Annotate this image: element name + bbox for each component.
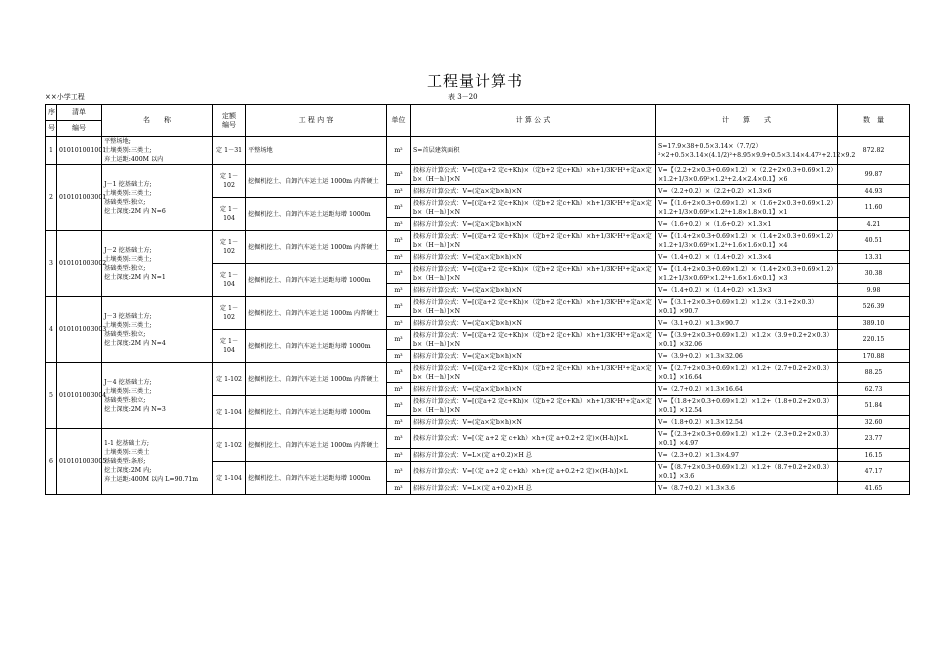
- row-formula: 招标方计算公式：V=(定a×定b×h)×N: [411, 350, 656, 363]
- table-row: [46, 231, 910, 251]
- row-code: 010101003002: [57, 231, 102, 297]
- header-content: 工 程 内 容: [246, 105, 387, 137]
- header-calc: 计 算 式: [656, 105, 838, 137]
- row-qty: 389.10: [838, 317, 910, 330]
- row-unit: m³: [387, 198, 411, 218]
- header-code-bottom: 编号: [57, 121, 102, 137]
- row-content: 挖掘机挖土、自卸汽车运土运距每增 1000m: [246, 462, 387, 495]
- row-calc: V=【（3.1+2×0.3+0.69×1.2）×1.2×（3.1+2×0.3）×0.1】×90.7: [656, 297, 838, 317]
- row-qty: 526.39: [838, 297, 910, 317]
- row-unit: m³: [387, 449, 411, 462]
- quantity-table: [45, 104, 910, 495]
- row-qty: 62.73: [838, 383, 910, 396]
- row-content: 挖掘机挖土、自卸汽车运土运 1000m 内普硬土: [246, 297, 387, 330]
- name-line: 挖土深度:2M 内 N=3: [104, 405, 166, 413]
- row-seq: 6: [46, 429, 57, 495]
- row-name: [102, 165, 213, 231]
- row-calc: V=（3.1+0.2）×1.3×90.7: [656, 317, 838, 330]
- row-qty: 88.25: [838, 363, 910, 383]
- row-formula: 招标方计算公式：V=L×(定 a+0.2)×H 总: [411, 449, 656, 462]
- row-quota: 定 1－102: [213, 165, 246, 198]
- row-name: [102, 231, 213, 297]
- row-calc: V=【（2.2+2×0.3+0.69×1.2）×（2.2+2×0.3+0.69×1.2）×1.2+1/3×0.69²×1.2³+2.4×2.4×0.1】×6: [656, 165, 838, 185]
- row-unit: m³: [387, 264, 411, 284]
- row-calc: V=【（1.8+2×0.3+0.69×1.2）×1.2+（1.8+0.2+2×0.3）×0.1】×12.54: [656, 396, 838, 416]
- row-formula: 投标方计算公式：V=[(定a+2 定c+Kh)×（定b+2 定c+Kh）×h+1/3K²H³+定a×定b×（H－h）]×N: [411, 198, 656, 218]
- row-calc: V=（1.4+0.2）×（1.4+0.2）×1.3×3: [656, 284, 838, 297]
- row-qty: 220.15: [838, 330, 910, 350]
- row-unit: m³: [387, 330, 411, 350]
- table-row: [46, 137, 910, 165]
- row-unit: m³: [387, 251, 411, 264]
- row-qty: 872.82: [838, 137, 910, 165]
- row-quota: 定 1－104: [213, 330, 246, 363]
- row-calc: S=17.9×38+0.5×3.14×（7.7/2）²×2+0.5×3.14×(4.1/2)²+8.95×9.9+0.5×3.14×4.47²+2.12×9.2: [656, 137, 838, 165]
- row-content: 平整场地: [246, 137, 387, 165]
- row-formula: 招标方计算公式：V=(定a×定b×h)×N: [411, 251, 656, 264]
- row-unit: m³: [387, 383, 411, 396]
- row-quota: 定 1－104: [213, 198, 246, 231]
- row-unit: m³: [387, 396, 411, 416]
- row-unit: m³: [387, 462, 411, 482]
- row-unit: m³: [387, 350, 411, 363]
- row-qty: 32.60: [838, 416, 910, 429]
- row-calc: V=【（8.7+2×0.3+0.69×1.2）×1.2+（8.7+0.2+2×0.3）×0.1】×3.6: [656, 462, 838, 482]
- row-calc: V=【（2.7+2×0.3+0.69×1.2）×1.2+（2.7+0.2+2×0.3）×0.1】×16.64: [656, 363, 838, 383]
- table-row: [46, 429, 910, 449]
- row-name: [102, 297, 213, 363]
- row-formula: 招标方计算公式：V=(定a×定b×h)×N: [411, 416, 656, 429]
- row-name: [102, 429, 213, 495]
- row-formula: 招标方计算公式：V=(定a×定b×h)×N: [411, 317, 656, 330]
- row-calc: V=（1.4+0.2）×（1.4+0.2）×1.3×4: [656, 251, 838, 264]
- row-unit: m³: [387, 284, 411, 297]
- name-line: J－4 挖基础土方;: [104, 378, 152, 386]
- name-line: 土壤类别:三类土;: [104, 255, 152, 263]
- row-qty: 11.60: [838, 198, 910, 218]
- row-formula: 投标方计算公式：V=[(定a+2 定c+Kh)×（定b+2 定c+Kh）×h+1/3K²H³+定a×定b×（H－h）]×N: [411, 297, 656, 317]
- row-calc: V=（2.3+0.2）×1.3×4.97: [656, 449, 838, 462]
- row-qty: 4.21: [838, 218, 910, 231]
- row-seq: 3: [46, 231, 57, 297]
- header-quota: 定额 编号: [213, 105, 246, 137]
- row-calc: V=（2.7+0.2）×1.3×16.64: [656, 383, 838, 396]
- row-calc: V=（2.2+0.2）×（2.2+0.2）×1.3×6: [656, 185, 838, 198]
- row-content: 挖掘机挖土、自卸汽车运土运距每增 1000m: [246, 264, 387, 297]
- row-qty: 13.31: [838, 251, 910, 264]
- row-content: 挖掘机挖土、自卸汽车运土运 1000m 内普硬土: [246, 165, 387, 198]
- row-unit: m³: [387, 231, 411, 251]
- row-qty: 23.77: [838, 429, 910, 449]
- row-calc: V=（1.6+0.2）×（1.6+0.2）×1.3×1: [656, 218, 838, 231]
- name-line: 基础类型:条形;: [104, 458, 146, 465]
- row-code: 010101003005: [57, 429, 102, 495]
- row-quota: 定 1－102: [213, 297, 246, 330]
- row-unit: m³: [387, 218, 411, 231]
- row-unit: m³: [387, 482, 411, 495]
- name-line: 挖土深度:2M 内 N=1: [104, 273, 166, 281]
- table-row: [46, 297, 910, 317]
- name-line: 基础类型:独立;: [104, 396, 146, 404]
- name-line: 基础类型:独立;: [104, 264, 146, 272]
- row-unit: m³: [387, 416, 411, 429]
- row-formula: 招标方计算公式：V=(定a×定b×h)×N: [411, 383, 656, 396]
- header-formula: 计 算 公 式: [411, 105, 656, 137]
- row-formula: 招标方计算公式：V=(定a×定b×h)×N: [411, 218, 656, 231]
- row-unit: m³: [387, 185, 411, 198]
- name-line: J－1 挖基础土方;: [104, 180, 152, 188]
- row-calc: V=【（3.9+2×0.3+0.69×1.2）×1.2×（3.9+0.2+2×0.3）×0.1】×32.06: [656, 330, 838, 350]
- row-content: 挖掘机挖土、自卸汽车运土运 1000m 内普硬土: [246, 363, 387, 396]
- header-qty: 数 量: [838, 105, 910, 137]
- row-unit: m³: [387, 165, 411, 185]
- row-qty: 170.88: [838, 350, 910, 363]
- row-qty: 47.17: [838, 462, 910, 482]
- name-line: 挖土深度:2M 内 N=6: [104, 207, 166, 215]
- row-seq: 2: [46, 165, 57, 231]
- row-formula: 投标方计算公式：V=[(定a+2 定c+Kh)×（定b+2 定c+Kh）×h+1/3K²H³+定a×定b×（H－h）]×N: [411, 264, 656, 284]
- row-code: 010101003004: [57, 363, 102, 429]
- row-content: 挖掘机挖土、自卸汽车运土运距每增 1000m: [246, 330, 387, 363]
- row-unit: m²: [387, 137, 411, 165]
- project-name: ××小学工程: [45, 93, 85, 101]
- row-calc: V=（1.8+0.2）×1.3×12.54: [656, 416, 838, 429]
- row-formula: 投标方计算公式：V=[(定a+2 定c+Kh)×（定b+2 定c+Kh）×h+1/3K²H³+定a×定b×（H－h）]×N: [411, 330, 656, 350]
- row-unit: m³: [387, 317, 411, 330]
- name-line: 平整场地;: [104, 138, 131, 145]
- row-formula: 投标方计算公式：V=[(定a+2 定c+Kh)×（定b+2 定c+Kh）×h+1/3K²H³+定a×定b×（H－h）]×N: [411, 363, 656, 383]
- row-seq: 1: [46, 137, 57, 165]
- row-qty: 51.84: [838, 396, 910, 416]
- name-line: 基础类型:独立;: [104, 330, 146, 338]
- name-line: 土壤类别:三类土;: [104, 147, 152, 154]
- row-name: [102, 137, 213, 165]
- name-line: 挖土深度:2M 内 N=4: [104, 339, 166, 347]
- row-qty: 99.87: [838, 165, 910, 185]
- row-formula: 招标方计算公式：V=L×(定 a+0.2)×H 总: [411, 482, 656, 495]
- row-qty: 40.51: [838, 231, 910, 251]
- header-name: 名 称: [102, 105, 213, 137]
- row-qty: 16.15: [838, 449, 910, 462]
- name-line: 土壤类别:三类土;: [104, 321, 152, 329]
- row-quota: 定 1-104: [213, 462, 246, 495]
- row-formula: 投标方计算公式：V=[(定a+2 定c+Kh)×（定b+2 定c+Kh）×h+1/3K²H³+定a×定b×（H－h）]×N: [411, 396, 656, 416]
- row-formula: S=首层建筑面积: [411, 137, 656, 165]
- header-seq-bottom: 号: [46, 121, 57, 137]
- row-unit: m³: [387, 363, 411, 383]
- row-calc: V=【（1.6+2×0.3+0.69×1.2）×（1.6+2×0.3+0.69×1.2）×1.2+1/3×0.69²×1.2³+1.8×1.8×0.1】×1: [656, 198, 838, 218]
- name-line: 弃土运距:400M 以内 L=90.71m: [104, 476, 199, 483]
- row-content: 挖掘机挖土、自卸汽车运土运 1000m 内普硬土: [246, 429, 387, 462]
- row-code: 010101001001: [57, 137, 102, 165]
- row-content: 挖掘机挖土、自卸汽车运土运 1000m 内普硬土: [246, 231, 387, 264]
- row-formula: 投标方计算公式：V=[（定 a+2 定 c+kh）×h+(定 a+0.2+2 定)×(H-h)]×L: [411, 462, 656, 482]
- name-line: 土壤类别:三类土;: [104, 189, 152, 197]
- row-quota: 定 1-102: [213, 429, 246, 462]
- row-quota: 定 1-104: [213, 396, 246, 429]
- name-line: 挖土深度:2M 内;: [104, 467, 152, 474]
- name-line: 1-1 挖基础土方;: [104, 440, 149, 447]
- row-formula: 投标方计算公式：V=[（定 a+2 定 c+kh）×h+(定 a+0.2+2 定)×(H-h)]×L: [411, 429, 656, 449]
- table-row: [46, 363, 910, 383]
- row-content: 挖掘机挖土、自卸汽车运土运距每增 1000m: [246, 198, 387, 231]
- name-line: 土壤类别:三类土: [104, 449, 150, 456]
- row-quota: 定 1－104: [213, 264, 246, 297]
- header-code: 清单: [57, 105, 102, 121]
- row-calc: V=（8.7+0.2）×1.3×3.6: [656, 482, 838, 495]
- row-formula: 投标方计算公式：V=[(定a+2 定c+Kh)×（定b+2 定c+Kh）×h+1/3K²H³+定a×定b×（H－h）]×N: [411, 231, 656, 251]
- row-formula: 招标方计算公式：V=(定a×定b×h)×N: [411, 185, 656, 198]
- table-row: [46, 165, 910, 185]
- row-quota: 定 1－31: [213, 137, 246, 165]
- name-line: 弃土运距:400M 以内: [104, 156, 164, 163]
- row-qty: 41.65: [838, 482, 910, 495]
- row-calc: V=（3.9+0.2）×1.3×32.06: [656, 350, 838, 363]
- name-line: 基础类型:独立;: [104, 198, 146, 206]
- name-line: J－3 挖基础土方;: [104, 312, 152, 320]
- row-calc: V=【（2.3+2×0.3+0.69×1.2）×1.2+（2.3+0.2+2×0.3）×0.1】×4.97: [656, 429, 838, 449]
- name-line: J－2 挖基础土方;: [104, 246, 152, 254]
- row-code: 010101003001: [57, 165, 102, 231]
- row-qty: 9.98: [838, 284, 910, 297]
- row-formula: 投标方计算公式：V=[(定a+2 定c+Kh)×（定b+2 定c+Kh）×h+1/3K²H³+定a×定b×（H－h）]×N: [411, 165, 656, 185]
- row-calc: V=【（1.4+2×0.3+0.69×1.2）×（1.4+2×0.3+0.69×1.2）×1.2+1/3×0.69²×1.2³+1.6×1.6×0.1】×4: [656, 231, 838, 251]
- row-content: 挖掘机挖土、自卸汽车运土运距每增 1000m: [246, 396, 387, 429]
- name-line: 土壤类别:三类土;: [104, 387, 152, 395]
- page-title: 工程量计算书: [426, 72, 523, 90]
- header-seq: 序: [46, 105, 57, 121]
- row-quota: 定 1－102: [213, 231, 246, 264]
- row-qty: 30.38: [838, 264, 910, 284]
- header-unit: 单位: [387, 105, 411, 137]
- row-seq: 4: [46, 297, 57, 363]
- row-unit: m³: [387, 297, 411, 317]
- row-unit: m³: [387, 429, 411, 449]
- row-calc: V=【（1.4+2×0.3+0.69×1.2）×（1.4+2×0.3+0.69×1.2）×1.2+1/3×0.69²×1.2³+1.6×1.6×0.1】×3: [656, 264, 838, 284]
- row-seq: 5: [46, 363, 57, 429]
- row-quota: 定 1-102: [213, 363, 246, 396]
- row-code: 010101003003: [57, 297, 102, 363]
- table-number: 表 3－20: [448, 93, 478, 101]
- row-name: [102, 363, 213, 429]
- row-formula: 招标方计算公式：V=(定a×定b×h)×N: [411, 284, 656, 297]
- row-qty: 44.93: [838, 185, 910, 198]
